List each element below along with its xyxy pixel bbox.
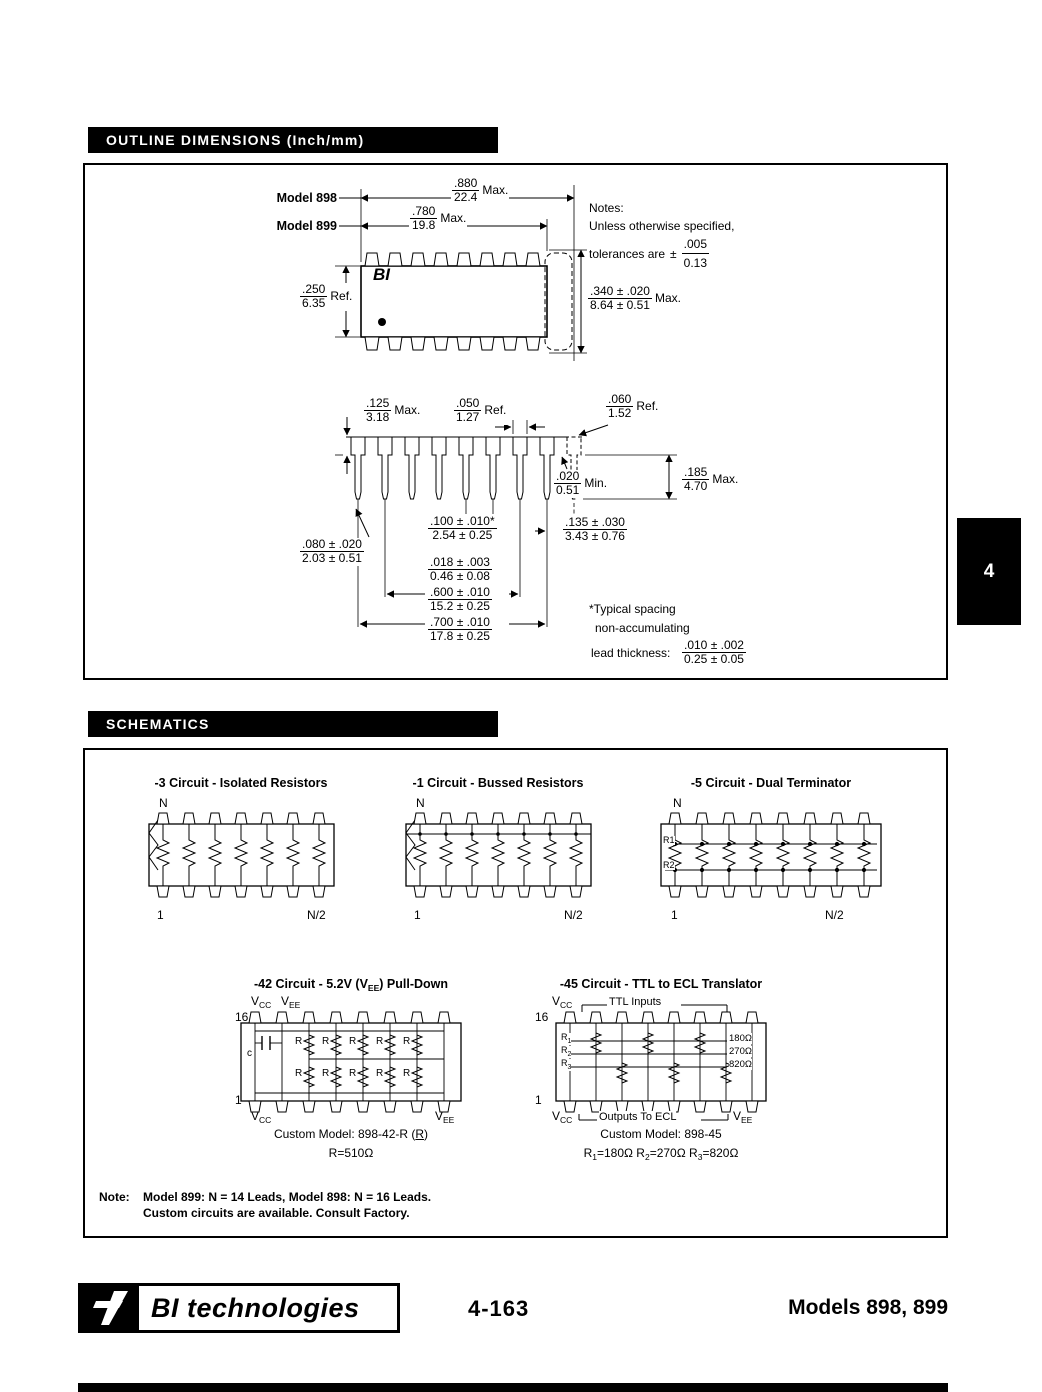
pulldown-title: -42 Circuit - 5.2V $(V_{EE})$ Pull-Down bbox=[253, 977, 449, 993]
iso-pin-1: 1 bbox=[157, 908, 164, 922]
pulldown-r-value: R=510Ω bbox=[328, 1146, 374, 1160]
translator-value-180: 180Ω bbox=[729, 1033, 752, 1044]
translator-vee-bottom: $V_{EE}$ bbox=[733, 1109, 753, 1125]
iso-pin-n: N bbox=[159, 796, 168, 810]
dual-pin-1: 1 bbox=[671, 908, 678, 922]
dim-080: .080 ± .020 2.03 ± 0.51 bbox=[299, 538, 365, 566]
models-label: Models 898, 899 bbox=[788, 1296, 948, 1319]
dim-100: .100 ± .010* 2.54 ± 0.25 bbox=[427, 515, 498, 543]
translator-pin1: 1 bbox=[535, 1093, 542, 1107]
dual-package bbox=[661, 824, 881, 886]
notes-line2: Unless otherwise specified, bbox=[589, 219, 735, 233]
plus-minus: ± bbox=[670, 246, 677, 261]
dual-r1-label: R1 bbox=[663, 835, 675, 845]
iso-title: -3 Circuit - Isolated Resistors bbox=[154, 776, 328, 790]
schematics-section-title: SCHEMATICS bbox=[106, 716, 210, 732]
schematics-box bbox=[83, 748, 948, 1238]
notes-line1: Notes: bbox=[589, 201, 624, 215]
ttl-inputs-label: TTL Inputs bbox=[609, 996, 662, 1008]
pulldown-vcc-bottom: $V_{CC}$ bbox=[251, 1109, 272, 1125]
break-mark bbox=[406, 820, 415, 870]
side-view-pins bbox=[351, 437, 554, 499]
dim-018: .018 ± .003 0.46 ± 0.08 bbox=[427, 556, 493, 584]
dim-250: .250 6.35 Ref. bbox=[299, 283, 353, 311]
translator-pin16: 16 bbox=[535, 1010, 549, 1024]
dim-lead-thickness: .010 ± .002 0.25 ± 0.05 bbox=[681, 639, 747, 667]
dual-bus-lines bbox=[665, 842, 877, 871]
dip-898-dashed-extension bbox=[545, 253, 572, 350]
pulldown-package bbox=[241, 1023, 461, 1101]
footnote-typical-spacing: *Typical spacing bbox=[589, 602, 676, 616]
brand-logo-icon bbox=[81, 1286, 139, 1330]
dim-780: .780 19.8 Max. bbox=[409, 205, 467, 233]
dual-pin-n2: N/2 bbox=[825, 908, 844, 922]
outline-section-header bbox=[88, 127, 498, 153]
dim-880: .880 22.4 Max. bbox=[451, 177, 509, 205]
outline-dimensions-box bbox=[83, 163, 948, 680]
translator-r2: $R_2$ bbox=[561, 1045, 572, 1058]
outline-section-title: OUTLINE DIMENSIONS (Inch/mm) bbox=[106, 132, 365, 148]
translator-value-270: 270Ω bbox=[729, 1046, 752, 1057]
resistor-label: R bbox=[349, 1068, 357, 1079]
dim-600: .600 ± .010 15.2 ± 0.25 bbox=[427, 586, 493, 614]
dual-title: -5 Circuit - Dual Terminator bbox=[690, 776, 852, 790]
translator-vcc-bottom: $V_{CC}$ bbox=[552, 1109, 573, 1125]
dip-bottom-pins bbox=[365, 337, 540, 350]
resistor-label: R bbox=[322, 1036, 330, 1047]
footer-rule bbox=[78, 1383, 948, 1392]
translator-vcc-top: $V_{CC}$ bbox=[552, 994, 573, 1010]
resistor-label: R bbox=[295, 1036, 303, 1047]
dim-340: .340 ± .020 8.64 ± 0.51 Max. bbox=[587, 285, 682, 313]
bus-pin-n2: N/2 bbox=[564, 908, 583, 922]
bus-pin-n: N bbox=[416, 796, 425, 810]
note-line-2: Custom circuits are available. Consult Factory. bbox=[143, 1206, 410, 1220]
iso-pin-n2: N/2 bbox=[307, 908, 326, 922]
translator-resistors bbox=[591, 1033, 731, 1083]
brand-logo-box bbox=[78, 1283, 400, 1333]
dim-700: .700 ± .010 17.8 ± 0.25 bbox=[427, 616, 493, 644]
translator-r3: $R_3$ bbox=[561, 1058, 572, 1071]
dual-r2-label: R2 bbox=[663, 860, 675, 870]
dim-050: .050 1.27 Ref. bbox=[453, 397, 507, 425]
resistor-label: R bbox=[349, 1036, 357, 1047]
dim-125: .125 3.18 Max. bbox=[363, 397, 421, 425]
outputs-to-ecl-label: Outputs To ECL bbox=[599, 1111, 677, 1123]
pulldown-custom-model: Custom Model: 898-42-R (R) bbox=[273, 1127, 429, 1141]
section-tab-number: 4 bbox=[983, 560, 995, 582]
pulldown-pin1: 1 bbox=[235, 1093, 242, 1107]
resistor-label: R bbox=[295, 1068, 303, 1079]
translator-title: -45 Circuit - TTL to ECL Translator bbox=[559, 977, 763, 991]
bus-common-line bbox=[406, 832, 591, 836]
resistor-label: R bbox=[376, 1036, 384, 1047]
brand-name: BI technologies bbox=[151, 1292, 360, 1323]
resistor-label: R bbox=[403, 1068, 411, 1079]
capacitor-label: c bbox=[247, 1048, 252, 1059]
schematics-drawing bbox=[85, 750, 945, 1235]
dual-resistors bbox=[669, 824, 870, 886]
dim-135: .135 ± .030 3.43 ± 0.76 bbox=[562, 516, 628, 544]
resistor-label: R bbox=[322, 1068, 330, 1079]
pulldown-pin16: 16 bbox=[235, 1010, 249, 1024]
bus-pin-1: 1 bbox=[414, 908, 421, 922]
chip-brand-logo: BI bbox=[373, 265, 390, 284]
resistor-label: R bbox=[403, 1036, 411, 1047]
notes-line3: tolerances are bbox=[589, 246, 666, 261]
note-label: Note: bbox=[99, 1190, 130, 1204]
dim-060: .060 1.52 Ref. bbox=[605, 393, 659, 421]
dim-185: .185 4.70 Max. bbox=[681, 466, 739, 494]
dip-top-pins bbox=[365, 253, 540, 266]
translator-custom-model: Custom Model: 898-45 bbox=[600, 1127, 722, 1141]
iso-resistors bbox=[157, 824, 325, 886]
outline-drawing bbox=[85, 165, 945, 677]
section-tab bbox=[957, 518, 1021, 625]
lead-thickness-label: lead thickness: bbox=[591, 646, 671, 660]
bus-title: -1 Circuit - Bussed Resistors bbox=[412, 776, 584, 790]
model-898-label: Model 898 bbox=[276, 191, 337, 205]
page-number: 4-163 bbox=[468, 1296, 530, 1321]
pin1-index-dot bbox=[378, 318, 386, 326]
resistor-label: R bbox=[376, 1068, 384, 1079]
pulldown-vee-top: $V_{EE}$ bbox=[281, 994, 301, 1010]
note-line-1: Model 899: N = 14 Leads, Model 898: N = 16 Leads. bbox=[143, 1190, 432, 1204]
model-899-label: Model 899 bbox=[276, 219, 337, 233]
pulldown-pins bbox=[249, 1012, 450, 1112]
translator-wiring bbox=[564, 1023, 752, 1101]
dual-pins bbox=[669, 813, 870, 897]
dim-020: .020 0.51 Min. bbox=[553, 470, 608, 498]
schematics-section-header bbox=[88, 711, 498, 737]
pulldown-wiring bbox=[255, 1023, 444, 1101]
translator-r-equations: $R_1=180\Omega$ $R_2=270\Omega$ $R_3=820\Omega$ bbox=[583, 1146, 739, 1162]
pulldown-vee-bottom: $V_{EE}$ bbox=[435, 1109, 455, 1125]
footnote-non-accumulating: non-accumulating bbox=[595, 621, 690, 635]
break-mark bbox=[149, 820, 158, 870]
translator-r1: $R_1$ bbox=[561, 1032, 572, 1045]
dual-pin-n: N bbox=[673, 796, 682, 810]
pulldown-vcc-top: $V_{CC}$ bbox=[251, 994, 272, 1010]
translator-value-820: 820Ω bbox=[729, 1059, 752, 1070]
tolerance-notes: Notes: Unless otherwise specified, tolerances are ± $\frac{.005}{0.13}$ bbox=[589, 201, 735, 270]
